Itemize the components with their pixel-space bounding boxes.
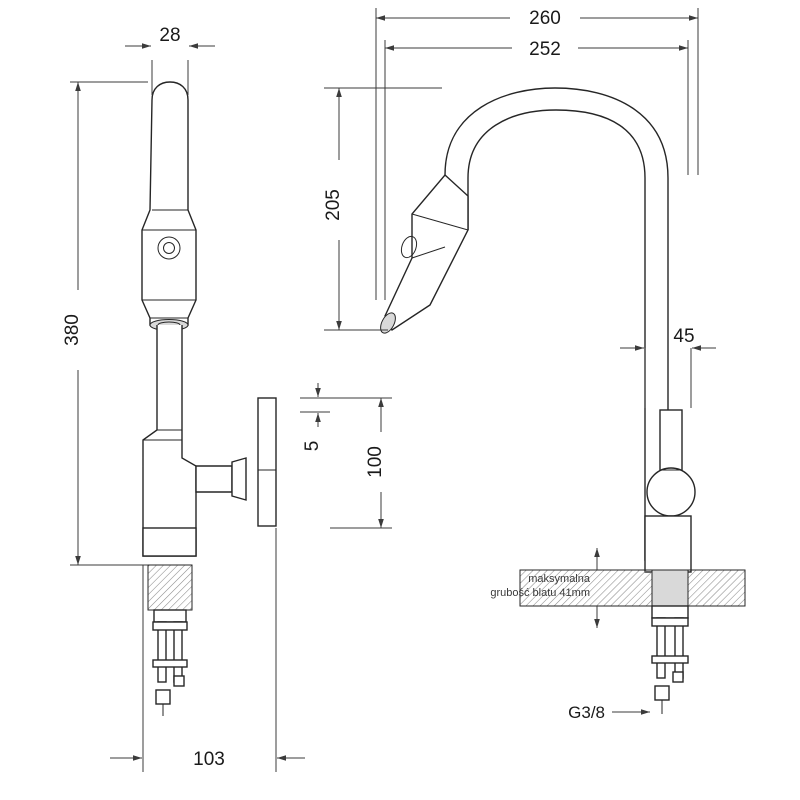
right-faucet-view	[378, 88, 745, 714]
dim-5-label: 5	[302, 440, 323, 452]
dim-103-label: 103	[193, 749, 225, 770]
worktop-note-line2: grubość blatu 41mm	[490, 587, 590, 599]
dim-100-label: 100	[365, 446, 386, 478]
worktop-note-line1: maksymalna	[528, 573, 590, 585]
left-view-dimensions	[62, 25, 392, 772]
dim-28-label: 28	[159, 25, 181, 46]
dim-45-label: 45	[673, 326, 695, 347]
thread-label: G3/8	[568, 703, 605, 722]
dim-260-label: 260	[529, 8, 561, 29]
left-faucet-view	[142, 82, 276, 716]
dim-205-label: 205	[323, 189, 344, 221]
dim-252-label: 252	[529, 39, 561, 60]
dim-380-label: 380	[62, 314, 83, 346]
